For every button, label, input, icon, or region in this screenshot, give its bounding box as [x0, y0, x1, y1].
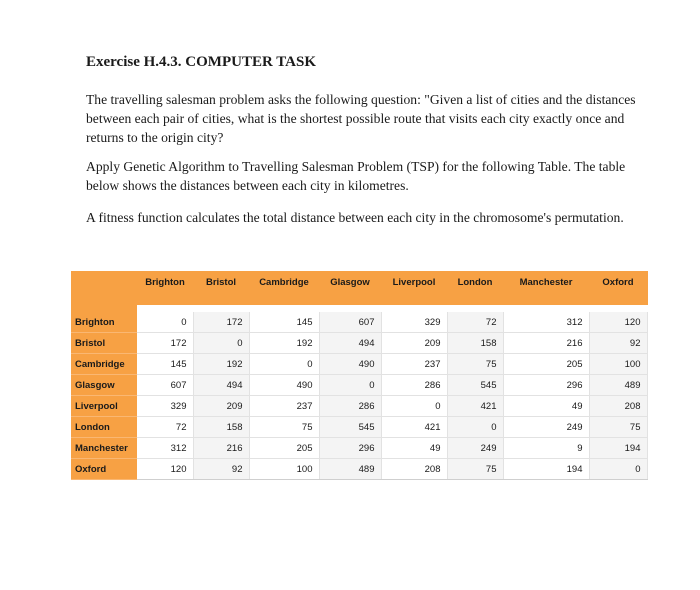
distance-cell: 312: [137, 438, 193, 459]
distance-cell: 237: [381, 354, 447, 375]
distance-cell: 490: [319, 354, 381, 375]
distance-cell: 194: [503, 459, 589, 480]
distance-cell: 0: [589, 459, 647, 480]
distance-cell: 208: [381, 459, 447, 480]
distance-cell: 489: [589, 375, 647, 396]
distance-cell: 49: [381, 438, 447, 459]
distance-cell: 158: [193, 417, 249, 438]
intro-paragraph: The travelling salesman problem asks the following question: "Given a list of cities and the distances between each pair of cities, what is the shortest possible route that visits each city exactly once and returns to the origin city?: [86, 92, 636, 145]
distance-cell: 75: [447, 354, 503, 375]
distance-cell: 208: [589, 396, 647, 417]
distance-cell: 0: [193, 333, 249, 354]
distance-cell: 490: [249, 375, 319, 396]
distance-cell: 249: [503, 417, 589, 438]
distance-cell: 494: [193, 375, 249, 396]
table-row: [71, 312, 647, 333]
distance-cell: 158: [447, 333, 503, 354]
distance-cell: 75: [447, 459, 503, 480]
distance-cell: 172: [137, 333, 193, 354]
column-header: London: [447, 271, 503, 305]
distance-cell: 205: [503, 354, 589, 375]
distance-cell: 49: [503, 396, 589, 417]
fitness-paragraph: A fitness function calculates the total distance between each city in the chromosome's permutation.: [86, 210, 624, 225]
table-row: [71, 417, 647, 438]
distance-cell: 0: [137, 312, 193, 333]
distance-cell: 72: [137, 417, 193, 438]
row-header: Manchester: [71, 438, 137, 459]
distance-cell: 545: [319, 417, 381, 438]
distance-cell: 145: [137, 354, 193, 375]
distance-cell: 329: [137, 396, 193, 417]
corner-cell: [71, 271, 137, 305]
distance-cell: 0: [249, 354, 319, 375]
distance-cell: 329: [381, 312, 447, 333]
distance-cell: 0: [319, 375, 381, 396]
distance-cell: 100: [589, 354, 647, 375]
table-header-row: [71, 271, 647, 305]
task-paragraph: Apply Genetic Algorithm to Travelling Salesman Problem (TSP) for the following Table. The table below shows the distances between each city in kilometres.: [86, 159, 626, 193]
row-header: Glasgow: [71, 375, 137, 396]
distance-cell: 421: [381, 417, 447, 438]
distance-cell: 0: [447, 417, 503, 438]
column-header: Glasgow: [319, 271, 381, 305]
row-header: Oxford: [71, 459, 137, 480]
exercise-title: Exercise H.4.3. COMPUTER TASK: [86, 54, 316, 70]
distance-cell: 286: [319, 396, 381, 417]
distance-cell: 192: [193, 354, 249, 375]
column-header: Bristol: [193, 271, 249, 305]
column-header: Cambridge: [249, 271, 319, 305]
distance-cell: 92: [589, 333, 647, 354]
spacer-row: [71, 305, 647, 312]
distance-cell: 545: [447, 375, 503, 396]
distance-cell: 607: [319, 312, 381, 333]
distance-cell: 494: [319, 333, 381, 354]
table-row: [71, 333, 647, 354]
distance-cell: 194: [589, 438, 647, 459]
distance-cell: 75: [249, 417, 319, 438]
table-row: [71, 375, 647, 396]
table-row: [71, 438, 647, 459]
distance-cell: 296: [319, 438, 381, 459]
distance-cell: 92: [193, 459, 249, 480]
distance-cell: 286: [381, 375, 447, 396]
distance-cell: 249: [447, 438, 503, 459]
table-row: [71, 354, 647, 375]
distance-cell: 209: [381, 333, 447, 354]
distance-table: [71, 271, 648, 480]
distance-cell: 209: [193, 396, 249, 417]
distance-cell: 607: [137, 375, 193, 396]
row-header: Cambridge: [71, 354, 137, 375]
distance-cell: 237: [249, 396, 319, 417]
row-header: Bristol: [71, 333, 137, 354]
column-header: Manchester: [503, 271, 589, 305]
row-header: Liverpool: [71, 396, 137, 417]
distance-cell: 120: [589, 312, 647, 333]
row-header: Brighton: [71, 312, 137, 333]
distance-cell: 145: [249, 312, 319, 333]
distance-cell: 9: [503, 438, 589, 459]
distance-cell: 421: [447, 396, 503, 417]
distance-cell: 72: [447, 312, 503, 333]
distance-cell: 216: [193, 438, 249, 459]
distance-cell: 489: [319, 459, 381, 480]
distance-cell: 100: [249, 459, 319, 480]
table-row: [71, 396, 647, 417]
column-header: Oxford: [589, 271, 647, 305]
distance-cell: 75: [589, 417, 647, 438]
distance-cell: 192: [249, 333, 319, 354]
column-header: Brighton: [137, 271, 193, 305]
column-header: Liverpool: [381, 271, 447, 305]
row-header: London: [71, 417, 137, 438]
table-row: [71, 459, 647, 480]
distance-cell: 0: [381, 396, 447, 417]
distance-cell: 312: [503, 312, 589, 333]
distance-cell: 120: [137, 459, 193, 480]
distance-cell: 205: [249, 438, 319, 459]
distance-cell: 216: [503, 333, 589, 354]
distance-cell: 296: [503, 375, 589, 396]
distance-cell: 172: [193, 312, 249, 333]
